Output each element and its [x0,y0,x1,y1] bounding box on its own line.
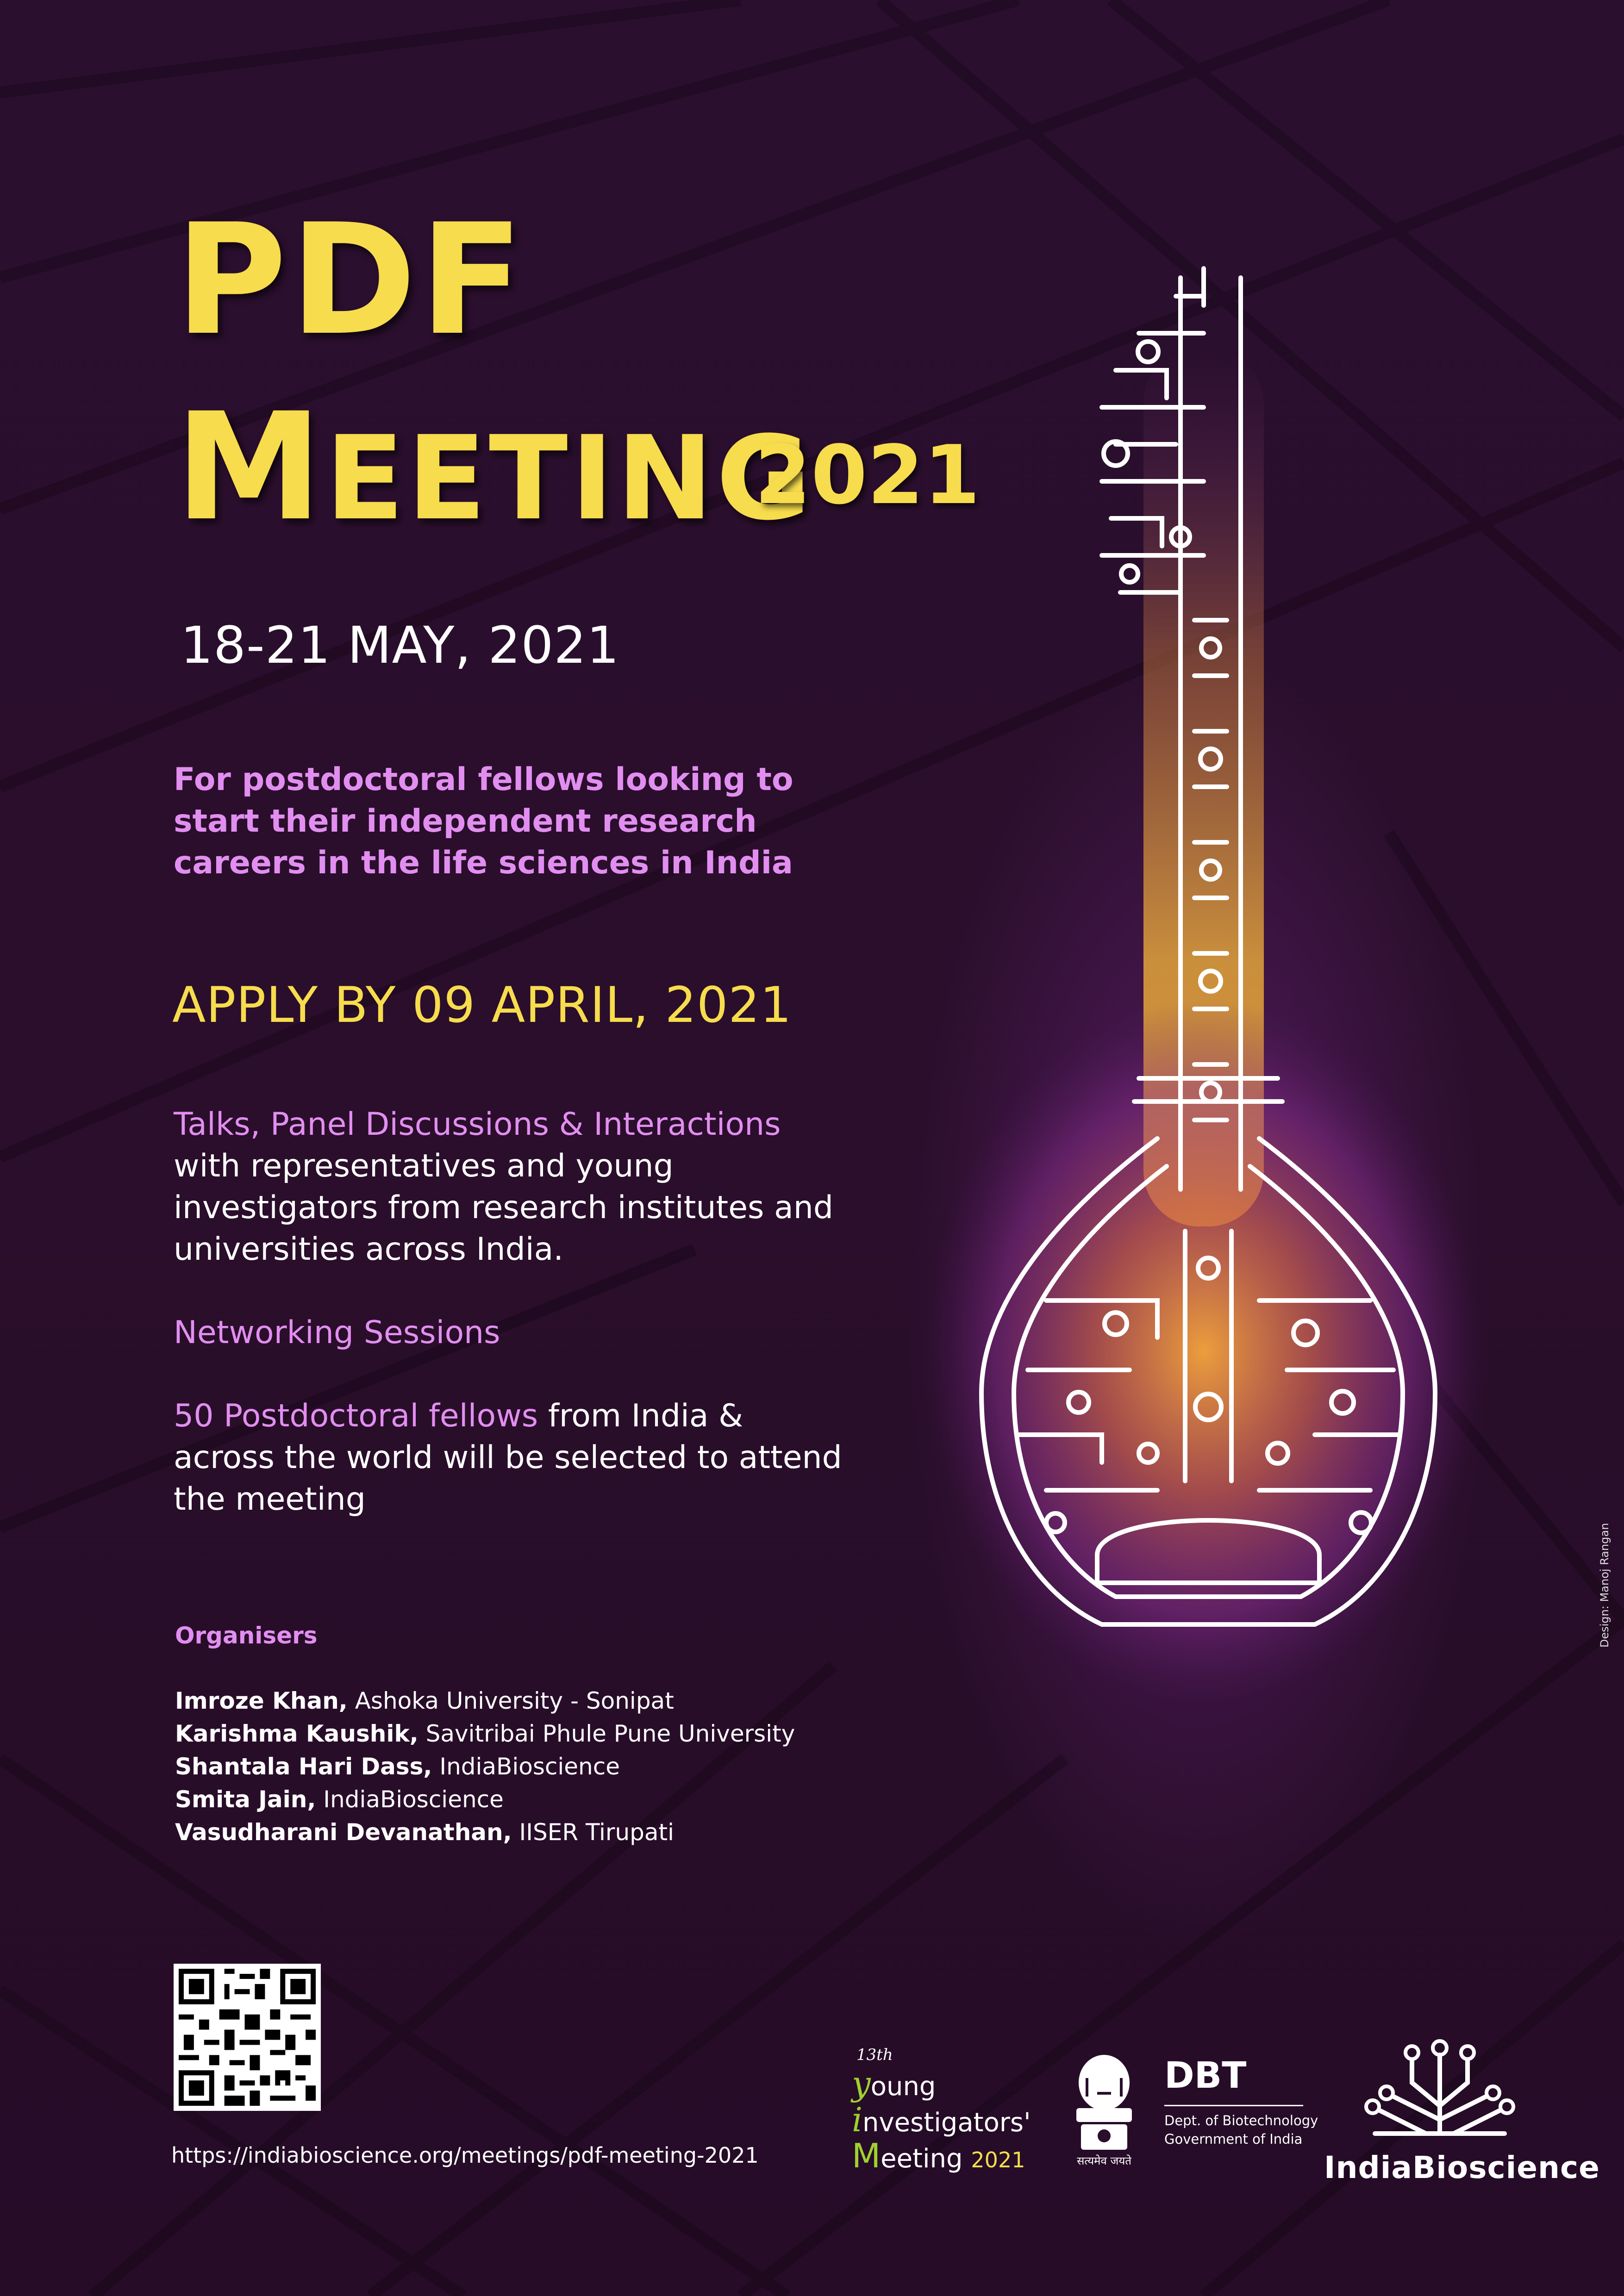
organiser-affiliation: IndiaBioscience [323,1786,504,1813]
fellows-highlight: 50 Postdoctoral fellows [174,1398,538,1434]
title-year: 2021 [755,429,981,523]
fellows-text: from India & across the world will be selected to attend the meeting [174,1398,842,1518]
dbt-logo [1065,2046,1318,2184]
organiser-name: Imroze Khan, [175,1687,348,1714]
emblem-motto: सत्यमेव जयते [1077,2154,1131,2167]
yim-edition: 13th [856,2046,893,2064]
organiser-affiliation: Savitribai Phule Pune University [425,1720,795,1747]
design-credit: Design: Manoj Rangan [1598,1523,1611,1648]
talks-highlight: Talks, Panel Discussions & Interactions [174,1106,781,1143]
organiser-affiliation: IndiaBioscience [439,1753,620,1780]
organiser-item [175,1685,795,1717]
dbt-line-1: Dept. of Biotechnology [1164,2113,1318,2128]
organisers-heading: Organisers [175,1622,318,1649]
title-line-2 [175,381,814,554]
organiser-item [175,1816,795,1849]
yim-line-1: young [852,2064,936,2103]
talks-text: with representatives and young investigators from research institutes and universities across India. [174,1148,834,1268]
organiser-name: Shantala Hari Dass, [175,1753,432,1780]
yim-line-2: investigators' [852,2100,1031,2139]
organiser-name: Smita Jain, [175,1786,316,1813]
apply-deadline: APPLY BY 09 APRIL, 2021 [172,977,792,1033]
meeting-url-link[interactable]: https://indiabioscience.org/meetings/pdf-meeting-2021 [171,2143,759,2168]
yim-logo [852,2046,1051,2184]
fellows-paragraph [174,1395,845,1520]
organiser-affiliation: Ashoka University - Sonipat [355,1687,674,1714]
tree-network-icon [1361,2036,1518,2147]
qr-code-icon[interactable] [174,1964,321,2111]
organiser-affiliation: IISER Tirupati [519,1819,675,1846]
event-dates: 18-21 MAY, 2021 [181,616,620,675]
dbt-divider [1164,2105,1303,2106]
organiser-item [175,1783,795,1816]
organiser-name: Vasudharani Devanathan, [175,1819,512,1846]
dbt-line-2: Government of India [1164,2131,1303,2147]
circuit-key-icon [963,259,1454,1648]
organiser-item [175,1717,795,1750]
talks-paragraph [174,1104,845,1270]
intro-text: For postdoctoral fellows looking to start their independent research careers in the life sciences in India [174,761,793,881]
dbt-abbr: DBT [1164,2055,1247,2097]
title-line-1: PDF [175,191,527,369]
organiser-name: Karishma Kaushik, [175,1720,418,1747]
title-initial: M [175,381,325,554]
qr-code-graphic [174,1964,321,2111]
title-rest: EETING [325,411,814,546]
yim-line-3: Meeting 2021 [852,2136,1025,2175]
indiabioscience-logo [1324,2036,1600,2189]
indiabioscience-name: IndiaBioscience [1324,2150,1600,2185]
organiser-item [175,1750,795,1783]
organisers-list [175,1685,795,1849]
networking-sessions: Networking Sessions [174,1314,500,1351]
